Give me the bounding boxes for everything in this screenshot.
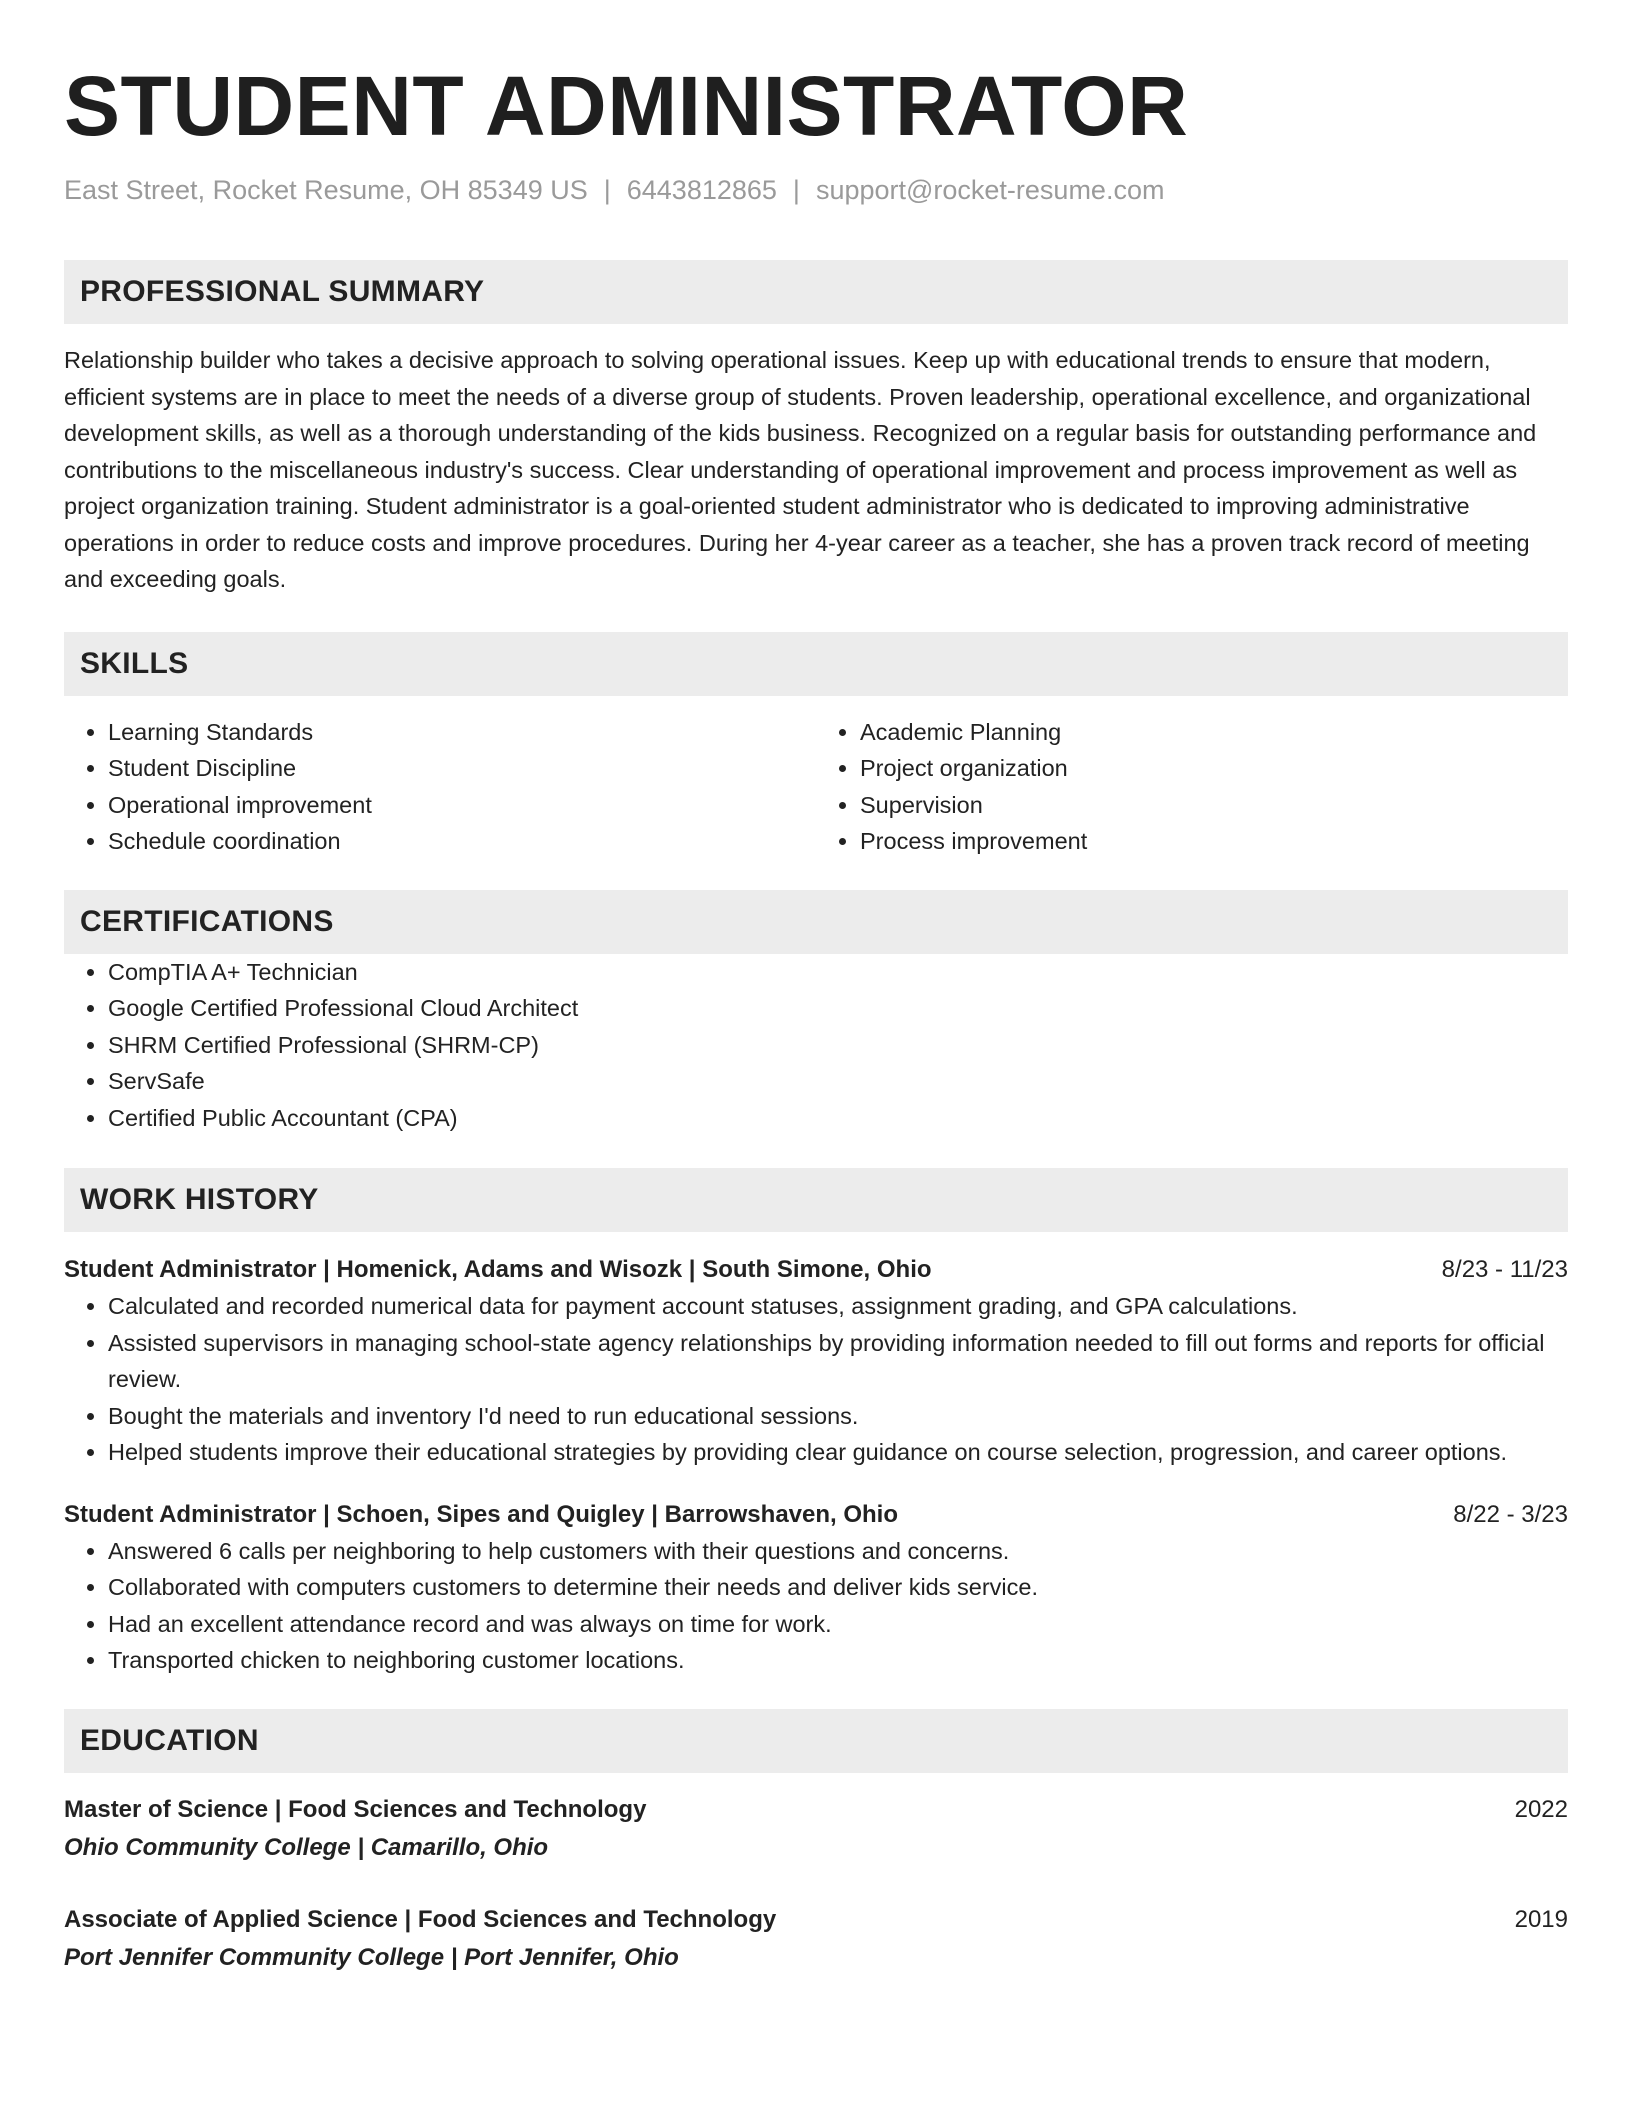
certification-item: • SHRM Certified Professional (SHRM-CP) [108,1027,1568,1064]
contact-separator: | [792,175,800,205]
certification-item: • Google Certified Professional Cloud Architect [108,990,1568,1027]
education-entry [64,1901,1568,1977]
job-title-row [64,1497,1568,1533]
job-bullet-list [64,1288,1568,1471]
job-dates: 8/22 - 3/23 [1453,1500,1568,1528]
skill-item: • Academic Planning [860,714,1568,751]
education-degree: Master of Science | Food Sciences and Technology [64,1795,647,1823]
contact-line [64,172,1568,208]
skill-item: • Project organization [860,750,1568,787]
contact-email[interactable]: support@rocket-resume.com [815,175,1165,205]
education-entry [64,1791,1568,1867]
education-school: Port Jennifer Community College | Port Jennifer, Ohio [64,1943,679,1971]
education-degree: Associate of Applied Science | Food Sciences and Technology [64,1905,777,1933]
certification-item: • ServSafe [108,1063,1568,1100]
education-school: Ohio Community College | Camarillo, Ohio [64,1833,549,1861]
skill-item: • Learning Standards [108,714,816,751]
job-title: Student Administrator | Schoen, Sipes and Quigley | Barrowshaven, Ohio [64,1500,899,1528]
section-header-skills: SKILLS [64,632,1568,696]
section-header-certifications: CERTIFICATIONS [64,890,1568,954]
skill-item: • Supervision [860,787,1568,824]
job-bullet: • Transported chicken to neighboring customer locations. [108,1642,1568,1679]
section-header-education: EDUCATION [64,1709,1568,1773]
job-title-row [64,1252,1568,1288]
contact-address: East Street, Rocket Resume, OH 85349 US [64,175,588,205]
skill-item: • Student Discipline [108,750,816,787]
contact-phone: 6443812865 [626,175,777,205]
resume-name: STUDENT ADMINISTRATOR [64,59,1189,153]
section-header-work-history: WORK HISTORY [64,1168,1568,1232]
summary-text: Relationship builder who takes a decisive approach to solving operational issues. Keep up with educational trends to ensure that modern, efficient systems are in place to meet the needs of a diverse group of students. Proven leadership, operational excellence, and organizational development skills, as well as a thorough understanding of the kids business. Recognized on a regular basis for outstanding performance and contributions to the miscellaneous industry's success. Clear understanding of operational improvement and process improvement as well as project organization training. Student administrator is a goal-oriented student administrator who is dedicated to improving administrative operations in order to reduce costs and improve procedures. During her 4-year career as a teacher, she has a proven track record of meeting and exceeding goals. [64,347,1537,592]
education-degree-row [64,1901,1568,1939]
education-degree-row [64,1791,1568,1829]
job-bullet: • Had an excellent attendance record and was always on time for work. [108,1606,1568,1643]
skills-column-left [64,714,816,860]
skill-item: • Operational improvement [108,787,816,824]
section-header-summary: PROFESSIONAL SUMMARY [64,260,1568,324]
job-title: Student Administrator | Homenick, Adams and Wisozk | South Simone, Ohio [64,1256,932,1283]
job-bullet: • Assisted supervisors in managing school-state agency relationships by providing information needed to fill out forms and reports for official review. [108,1325,1568,1398]
skills-column-right [816,714,1568,860]
skill-item: • Process improvement [860,823,1568,860]
education-year: 2022 [1514,1795,1568,1823]
job-bullet: • Collaborated with computers customers to determine their needs and deliver kids service. [108,1569,1568,1606]
job-bullet: • Answered 6 calls per neighboring to help customers with their questions and concerns. [108,1533,1568,1570]
education-year: 2019 [1514,1905,1568,1933]
certification-item: • CompTIA A+ Technician [108,954,1568,991]
job-bullet: • Calculated and recorded numerical data for payment account statuses, assignment grading, and GPA calculations. [108,1288,1568,1325]
job-entry [64,1252,1568,1471]
job-dates: 8/23 - 11/23 [1441,1256,1568,1283]
job-bullet: • Bought the materials and inventory I'd need to run educational sessions. [108,1398,1568,1435]
skills-list-right [816,714,1568,860]
skills-list-left [64,714,816,860]
job-entry [64,1497,1568,1679]
job-bullet: • Helped students improve their educational strategies by providing clear guidance on course selection, progression, and career options. [108,1434,1568,1471]
skill-item: • Schedule coordination [108,823,816,860]
job-bullet-list [64,1533,1568,1679]
skills-grid [64,714,1568,860]
certification-item: • Certified Public Accountant (CPA) [108,1100,1568,1137]
contact-separator: | [603,175,611,205]
certifications-list [64,954,1568,1137]
